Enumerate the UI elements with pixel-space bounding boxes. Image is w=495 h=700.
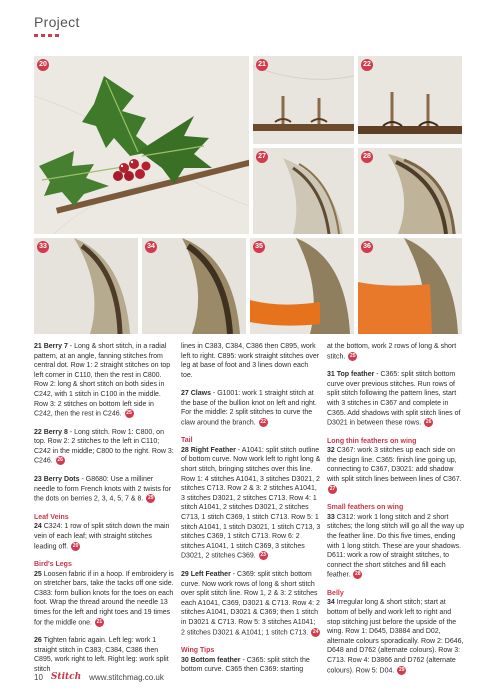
step-25: Bird's Legs 25 Loosen fabric if in a hoop. If embroidery is on stretcher bars, take the tacks off one side. C383: form bullion knots for the toes on each foot. Wrap the thread around the needle 13 times for the left and right toes and 19 times for the middle one. 21: [34, 561, 174, 626]
step-26: 26 Tighten fabric again. Left leg: work 1 straight stitch in C383, C384, C386 then C895, work right to left. Right leg: work split stitch: [34, 637, 169, 673]
page-number: 10: [34, 672, 43, 682]
belly-start-illustration: [250, 238, 354, 334]
subheading-small-feathers: Small feathers on wing: [327, 504, 404, 512]
photo-ref-badge: 24: [312, 628, 319, 635]
photo-step-35: [250, 238, 354, 334]
step-33: Small feathers on wing 33 C312: work 1 long stitch and 2 short stitches; the long stitch will go all the way up the feather line. Do this five times, ending with 1 long stitch. These are your shadows. D611: work a row of straight stitches, to connect the short stitches and fill each feather. 28: [327, 504, 464, 579]
step-24: Leaf Veins 24 C324: 1 row of split stitch down the main vein of each leaf; with straight stitches leading off. 20: [34, 513, 174, 552]
wing-complete-illustration: [142, 238, 246, 334]
photo-ref-badge: 21: [96, 618, 103, 625]
claws-illustration: [358, 56, 462, 144]
photo-step-21: [253, 56, 354, 144]
step-badge: 28: [361, 151, 373, 163]
photo-ref-badge: 26: [57, 457, 63, 464]
photo-ref-badge: 20: [72, 542, 79, 549]
step-34: Belly 34 Irregular long & short stitch; start at bottom of belly and work left to right and stop stitching just before the upside of the wing. Row 1: D645, D3884 and D02, alternate colours sporadically. Row 2: D646, D648 and D762 (alternate colours). Row 3: C713. Row 4: D3866 and D762 (alternate colours). Row 5: D04. 29: [327, 589, 464, 674]
photo-step-34: [142, 238, 246, 334]
photo-ref-badge: 25: [349, 352, 356, 359]
subheading-wing-tips: Wing Tips: [181, 647, 215, 655]
step-badge: 27: [256, 151, 268, 163]
subheading-leaf-veins: Leaf Veins: [34, 513, 69, 521]
step-30-cont: at the bottom, work 2 rows of long & short stitch. 25: [327, 343, 457, 360]
step-badge: 33: [37, 241, 49, 253]
small-feathers-illustration: [358, 148, 462, 234]
subheading-belly: Belly: [327, 589, 344, 597]
photo-ref-badge: 26: [425, 419, 432, 426]
step-27: 27 Claws - G1001: work 1 straight stitch at the base of the bullion knot on left and right. For the middle: 2 split stitches to curve the claw around the branch. 22: [181, 389, 317, 427]
step-26-cont: lines in C383, C384, C386 then C895, work left to right. C895: work straight stitches over leg at base of foot and 3 lines down each toe.: [181, 343, 320, 379]
step-31: 31 Top feather - C365: split stitch bottom curve over previous stitches. Run rows of split stitch following the pattern lines, start with 3 stitches in C367 and complete in C365. Add shadows with split stitch lines of D3021 in between these rows. 26: [327, 371, 461, 427]
photo-ref-badge: 28: [355, 571, 361, 578]
holly-illustration: [34, 56, 249, 234]
step-22: 22 Berry 8 - Long stitch. Row 1: C800, on top. Row 2: 2 stitches to the left in C110; C242 in the middle; C800 to the right. Row 3: C246. 26: [34, 428, 174, 465]
step-badge: 22: [361, 59, 373, 71]
magazine-logo: Stitch: [50, 672, 82, 682]
step-badge: 34: [145, 241, 157, 253]
step-badge: 21: [256, 59, 268, 71]
photo-step-28: [358, 148, 462, 234]
step-28: Tail 28 Right Feather - A1041: split stitch outline of bottom curve. Now work left to right long & short stitch, bringing stitches over this line. Row 1: 4 stitches A1041, 3 stitches D3021, 2 stitches C713. Row 2 & 3: 2 stitches A1041, 3 stitches D3021, 2 stitches C713. Row 4: 1 stitch A1041, 2 stitches D3021, 2 stitches C713, 1 stitch C369, 1 stitch C713. Row 5: 1 stitch A1041, 1 stitch D3021, 1 stitch C713, 3 stitches C369, 1 stitch C713. Row 6: 2 stitches A1041, 1 stitch C369, 3 stitches D3021, 2 stitches C369. 23: [181, 437, 321, 560]
subheading-birds-legs: Bird's Legs: [34, 561, 72, 569]
photo-step-33: [34, 238, 138, 334]
step-badge: 20: [37, 59, 49, 71]
photo-step-36: [358, 238, 462, 334]
step-30: Wing Tips 30 Bottom feather - C365: split stitch the bottom curve. C365 then C369: starting: [181, 646, 321, 675]
title-underline: [34, 34, 62, 37]
photo-ref-badge: 27: [329, 485, 336, 492]
text-column-1: [34, 342, 174, 683]
wing-feather-illustration: [253, 148, 354, 234]
photo-step-27: [253, 148, 354, 234]
step-badge: 35: [253, 241, 265, 253]
photo-step-20: [34, 56, 249, 234]
step-32: Long thin feathers on wing 32 C367: work 3 stitches up each side on the design line. C365: finish line going up, connecting to C367, D3021: add shadow with split stitch lines between lines of C367. 27: [327, 437, 465, 495]
text-column-3: [327, 342, 465, 684]
step-23: 23 Berry Dots - G8680: Use a milliner needle to form French knots with 2 twists for the dots on berries 2, 3, 4, 5, 7 & 8. 29: [34, 476, 171, 503]
wing-stitching-illustration: [34, 238, 138, 334]
section-title: Project: [34, 14, 80, 30]
legs-stitching-illustration: [253, 56, 354, 144]
subheading-long-thin-feathers: Long thin feathers on wing: [327, 437, 417, 445]
subheading-tail: Tail: [181, 437, 193, 445]
photo-ref-badge: 22: [260, 418, 266, 425]
photo-ref-badge: 29: [398, 666, 405, 673]
website-url[interactable]: www.stitchmag.co.uk: [89, 672, 164, 682]
belly-complete-illustration: [358, 238, 462, 334]
step-29: 29 Left Feather - C369: split stitch bottom curve. Now work rows of long & short stitch over split stitch line. Row 1, 2 & 3: 2 stitches each A1041, C369, D3021 & C713. Row 4: 2 stitches A1041, D3021 & C369; then 1 stitch in D3021 & C713. Row 5: 3 stitches A1041; 2 stitches D3021 & A1041; 1 stitch C713. 24: [181, 570, 320, 636]
photo-ref-badge: 25: [126, 410, 132, 417]
page-header: [34, 14, 80, 37]
photo-step-22: [358, 56, 462, 144]
step-21: 21 Berry 7 - Long & short stitch, in a radial pattern, at an angle, fanning stitches from central dot. Row 1: 2 straight stitches on top left corner in C110, then the rest in C800. Row 2: long & short stitch on both sides in C242, with 1 stitch in C100 in the middle. Row 3: 2 stitches on bottom left side in C242, then the rest in C246. 25: [34, 343, 171, 418]
step-badge: 36: [361, 241, 373, 253]
page-footer: [34, 672, 164, 682]
photo-ref-badge: 23: [260, 552, 266, 559]
photo-ref-badge: 29: [148, 495, 154, 502]
text-column-2: [181, 342, 321, 683]
